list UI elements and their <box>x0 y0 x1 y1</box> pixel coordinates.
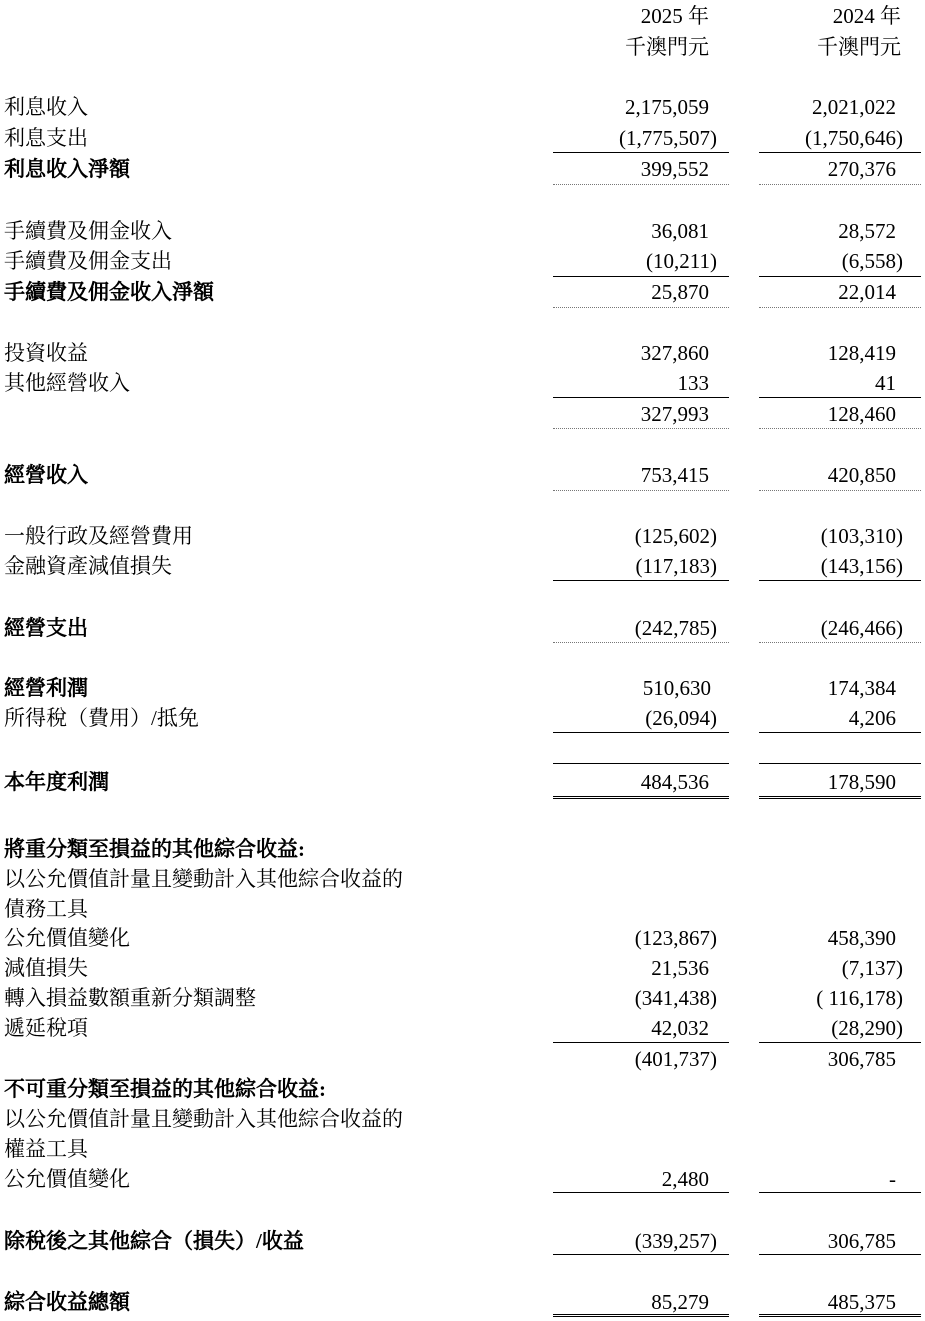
row-label: 其他經營收入 <box>4 371 130 395</box>
value-2024: 420,850 <box>827 463 896 487</box>
value-2024: 2,021,022 <box>812 95 896 119</box>
rule-dotted <box>759 642 921 643</box>
rule-dotted <box>759 184 921 185</box>
rule-solid <box>759 276 921 277</box>
value-2024: (143,156) <box>820 554 903 578</box>
value-2025: 2,175,059 <box>625 95 709 119</box>
value-2025: (10,211) <box>646 249 717 273</box>
rule-dotted <box>759 307 921 308</box>
row-label: 投資收益 <box>4 341 88 365</box>
value-2024: (28,290) <box>831 1016 903 1040</box>
row-label: 權益工具 <box>4 1137 88 1161</box>
value-2025: 327,860 <box>640 341 709 365</box>
row-label: 利息收入淨額 <box>4 157 130 181</box>
value-2024: 28,572 <box>838 219 896 243</box>
row-label: 減值損失 <box>4 956 88 980</box>
rule-dotted <box>553 642 729 643</box>
value-2024: 270,376 <box>827 157 896 181</box>
value-2025: 484,536 <box>640 770 709 794</box>
row-label: 一般行政及經營費用 <box>4 524 193 548</box>
value-2025: 753,415 <box>640 463 709 487</box>
value-2025: 133 <box>677 371 709 395</box>
value-2025: 327,993 <box>640 402 709 426</box>
row-label: 手續費及佣金收入 <box>4 219 172 243</box>
value-2024: 128,460 <box>827 402 896 426</box>
rule-solid <box>759 152 921 153</box>
rule-solid <box>759 732 921 733</box>
row-label: 本年度利潤 <box>4 770 109 794</box>
value-2025: 2,480 <box>661 1167 709 1191</box>
rule-dotted <box>553 184 729 185</box>
rule-solid <box>759 397 921 398</box>
rule-solid <box>759 580 921 581</box>
value-2024: 174,384 <box>827 676 896 700</box>
value-2024: (6,558) <box>841 249 903 273</box>
rule-solid <box>553 276 729 277</box>
value-2025: (401,737) <box>634 1047 717 1071</box>
row-label: 經營利潤 <box>4 676 88 700</box>
rule-dotted <box>553 428 729 429</box>
value-2025: (123,867) <box>634 926 717 950</box>
value-2024: 22,014 <box>838 280 896 304</box>
value-2024: - <box>889 1167 896 1191</box>
rule-dotted <box>553 307 729 308</box>
header-unit-2025: 千澳門元 <box>625 35 709 59</box>
value-2024: ( 116,178) <box>816 986 903 1010</box>
value-2024: 485,375 <box>827 1290 896 1314</box>
rule-solid <box>553 763 729 764</box>
row-label: 經營支出 <box>4 616 88 640</box>
value-2024: 41 <box>875 371 896 395</box>
value-2024: 178,590 <box>827 770 896 794</box>
row-label: 遞延稅項 <box>4 1016 88 1040</box>
value-2025: (117,183) <box>635 554 717 578</box>
value-2025: 85,279 <box>651 1290 709 1314</box>
value-2025: (26,094) <box>645 706 717 730</box>
rule-solid <box>553 1254 729 1255</box>
row-label: 經營收入 <box>4 463 88 487</box>
rule-solid <box>759 1254 921 1255</box>
value-2024: (1,750,646) <box>805 126 903 150</box>
value-2024: (7,137) <box>841 956 903 980</box>
row-label: 利息支出 <box>4 126 88 150</box>
value-2025: (242,785) <box>634 616 717 640</box>
row-label: 以公允價值計量且變動計入其他綜合收益的 <box>4 1107 403 1131</box>
value-2024: 458,390 <box>827 926 896 950</box>
value-2025: 25,870 <box>651 280 709 304</box>
rule-dotted <box>759 428 921 429</box>
row-label: 除稅後之其他綜合（損失）/收益 <box>4 1229 304 1253</box>
rule-solid <box>553 732 729 733</box>
rule-double <box>759 796 921 802</box>
header-year-2025: 2025 年 <box>640 4 709 28</box>
value-2025: (339,257) <box>634 1229 717 1253</box>
rule-solid <box>553 1192 729 1193</box>
rule-dotted <box>553 490 729 491</box>
value-2024: 306,785 <box>827 1229 896 1253</box>
row-label: 公允價值變化 <box>4 926 130 950</box>
value-2025: (341,438) <box>634 986 717 1010</box>
value-2024: (246,466) <box>820 616 903 640</box>
header-unit-2024: 千澳門元 <box>817 35 901 59</box>
row-label: 將重分類至損益的其他綜合收益: <box>4 837 305 861</box>
rule-dotted <box>759 490 921 491</box>
rule-solid <box>553 580 729 581</box>
rule-double <box>759 1314 921 1320</box>
rule-solid <box>553 397 729 398</box>
row-label: 公允價值變化 <box>4 1167 130 1191</box>
value-2025: (125,602) <box>634 524 717 548</box>
row-label: 債務工具 <box>4 897 88 921</box>
value-2025: 42,032 <box>651 1016 709 1040</box>
value-2025: 36,081 <box>651 219 709 243</box>
value-2024: (103,310) <box>820 524 903 548</box>
value-2025: 21,536 <box>651 956 709 980</box>
rule-solid <box>553 152 729 153</box>
header-year-2024: 2024 年 <box>832 4 901 28</box>
value-2024: 306,785 <box>827 1047 896 1071</box>
row-label: 轉入損益數額重新分類調整 <box>4 986 256 1010</box>
row-label: 所得稅（費用）/抵免 <box>4 706 199 730</box>
rule-solid <box>553 1042 729 1043</box>
row-label: 金融資產減值損失 <box>4 554 172 578</box>
value-2025: (1,775,507) <box>619 126 717 150</box>
row-label: 手續費及佣金支出 <box>4 249 172 273</box>
row-label: 不可重分類至損益的其他綜合收益: <box>4 1077 326 1101</box>
rule-double <box>553 1314 729 1320</box>
row-label: 利息收入 <box>4 95 88 119</box>
rule-solid <box>759 763 921 764</box>
row-label: 綜合收益總額 <box>4 1290 130 1314</box>
value-2024: 128,419 <box>827 341 896 365</box>
row-label: 以公允價值計量且變動計入其他綜合收益的 <box>4 867 403 891</box>
rule-solid <box>759 1042 921 1043</box>
rule-solid <box>759 1192 921 1193</box>
value-2025: 510,630 <box>642 676 711 700</box>
value-2024: 4,206 <box>848 706 896 730</box>
value-2025: 399,552 <box>640 157 709 181</box>
row-label: 手續費及佣金收入淨額 <box>4 280 214 304</box>
rule-double <box>553 796 729 802</box>
